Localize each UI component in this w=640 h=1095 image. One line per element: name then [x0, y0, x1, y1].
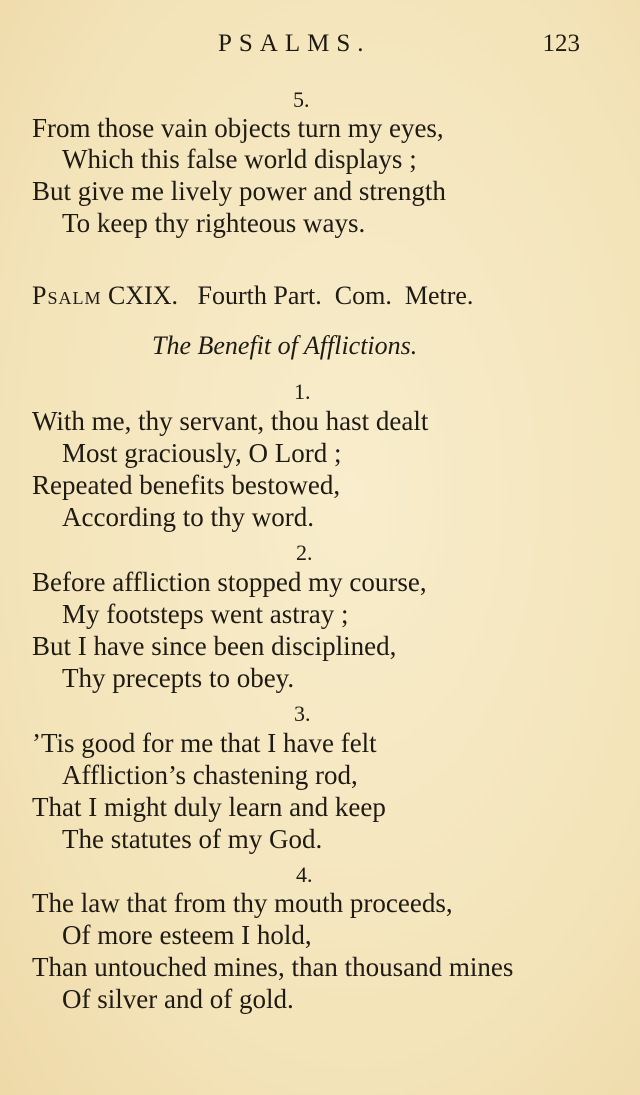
verse-line: ’Tis good for me that I have felt	[32, 728, 377, 758]
psalm-subtitle: The Benefit of Afflictions.	[152, 331, 418, 360]
running-head	[0, 30, 640, 70]
verse-line: Of more esteem I hold,	[62, 920, 312, 950]
verse-line: My footsteps went astray ;	[62, 599, 349, 629]
verse-line: Thy precepts to obey.	[62, 663, 295, 693]
verse-line: The law that from thy mouth proceeds,	[32, 888, 453, 918]
verse-line: Of silver and of gold.	[62, 984, 294, 1014]
verse-line: The statutes of my God.	[62, 824, 323, 854]
verse-line: To keep thy righteous ways.	[62, 208, 366, 238]
verse-line: According to thy word.	[62, 502, 314, 532]
verse-line: That I might duly learn and keep	[32, 792, 386, 822]
psalm-heading-label: Psalm	[32, 281, 102, 310]
verse-line: But I have since been disciplined,	[32, 631, 397, 661]
verse-line: Than untouched mines, than thousand mines	[32, 952, 514, 982]
stanza-number: 5.	[293, 87, 310, 112]
stanza-number: 2.	[296, 540, 313, 565]
stanza-number: 4.	[296, 862, 313, 887]
verse-line: Affliction’s chastening rod,	[62, 760, 358, 790]
verse-line: Which this false world displays ;	[62, 144, 417, 174]
stanza-number: 1.	[294, 379, 311, 404]
verse-line: But give me lively power and strength	[32, 176, 446, 206]
psalm-heading-rest: CXIX. Fourth Part. Com. Metre.	[101, 281, 474, 310]
running-title: PSALMS.	[218, 30, 371, 57]
verse-line: Repeated benefits bestowed,	[32, 470, 341, 500]
verse-line: Most graciously, O Lord ;	[62, 438, 342, 468]
psalm-heading	[32, 280, 473, 312]
verse-line: With me, thy servant, thou hast dealt	[32, 406, 429, 436]
verse-line: From those vain objects turn my eyes,	[32, 113, 444, 143]
page-number: 123	[542, 30, 580, 57]
verse-line: Before affliction stopped my course,	[32, 567, 427, 597]
stanza-number: 3.	[294, 701, 311, 726]
